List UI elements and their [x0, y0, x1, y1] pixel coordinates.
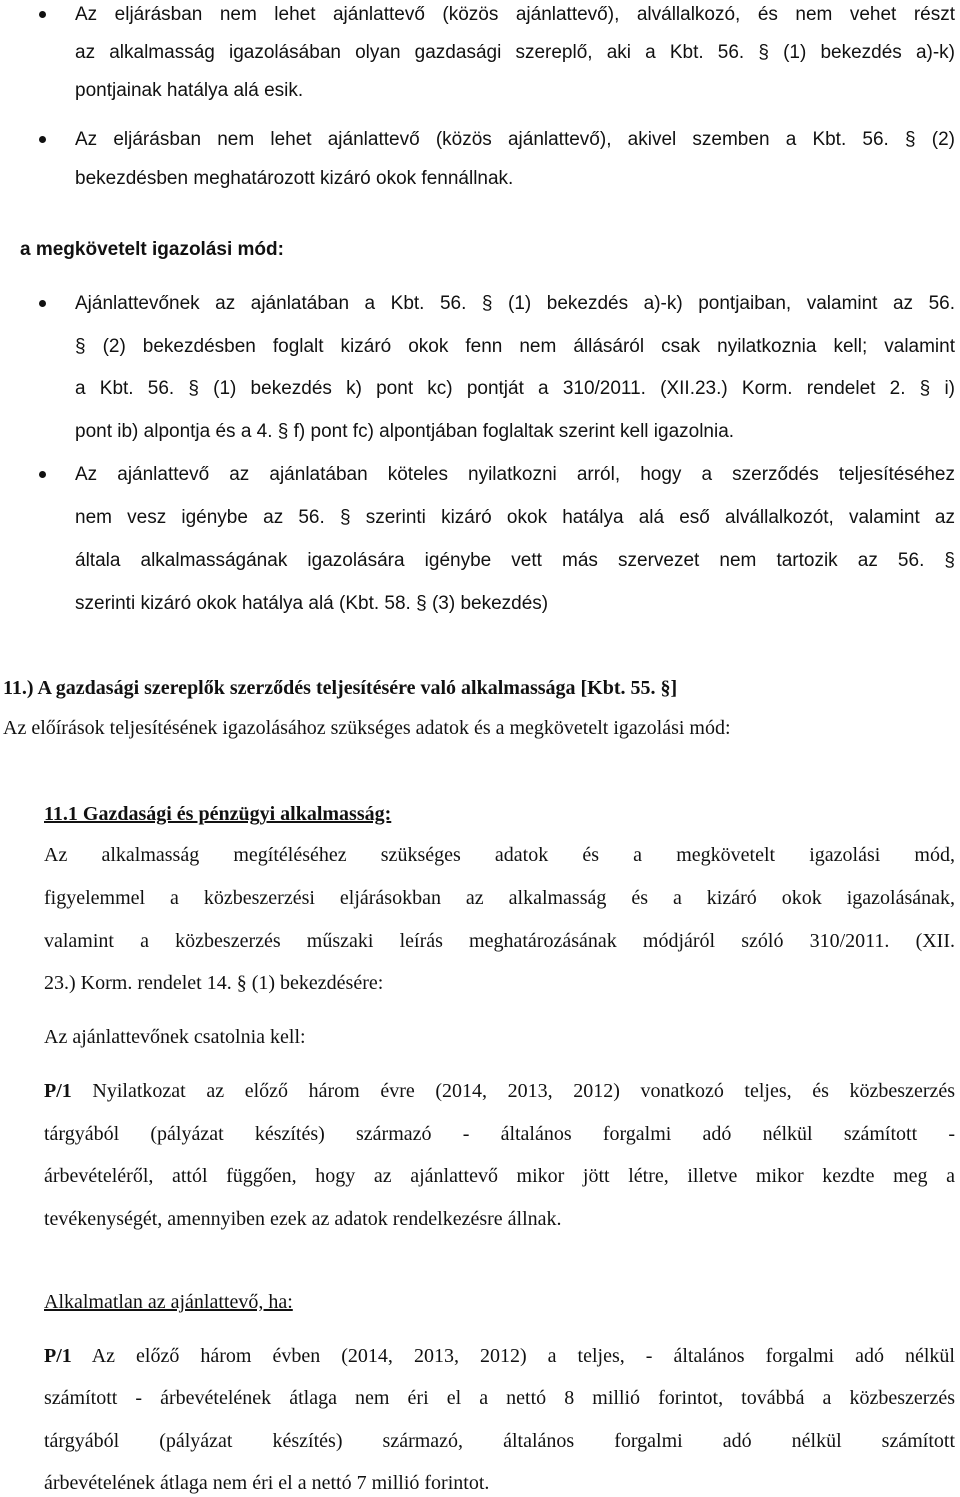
requirement-line: árbevételéről, attól függően, hogy az ajánlattevő mikor jött létre, illetve mikor kezdte meg a: [44, 1165, 955, 1187]
unfit-line: számított - árbevételének átlaga nem éri el a nettó 8 millió forintot, továbbá a közbeszerzés: [44, 1387, 955, 1409]
requirement-text: Nyilatkozat az előző három évre (2014, 2013, 2012) vonatkozó teljes, és közbeszerzés: [92, 1080, 956, 1102]
list-item-line: pontjainak hatálya alá esik.: [75, 80, 304, 101]
list-item-line: bekezdésben meghatározott kizáró okok fennállnak.: [75, 168, 514, 189]
section-11-title: 11.) A gazdasági szereplők szerződés teljesítésére való alkalmassága [Kbt. 55. §]: [3, 677, 678, 699]
list-item-line: Ajánlattevőnek az ajánlatában a Kbt. 56. § (1) bekezdés a)-k) pontjaiban, valamint az 56.: [75, 293, 955, 314]
paragraph-line: Az alkalmasság megítéléséhez szükséges adatok és a megkövetelt igazolási mód,: [44, 844, 955, 866]
verification-heading: a megkövetelt igazolási mód:: [20, 239, 284, 260]
list-item-line: általa alkalmasságának igazolására igénybe vett más szervezet nem tartozik az 56. §: [75, 550, 955, 571]
requirement-code: P/1: [44, 1080, 72, 1102]
must-attach-label: Az ajánlattevőnek csatolnia kell:: [44, 1026, 306, 1048]
unfit-p1-line: [44, 1344, 955, 1368]
list-item-line: Az eljárásban nem lehet ajánlattevő (közös ajánlattevő), alvállalkozó, és nem vehet részt: [75, 4, 955, 25]
section-11-intro: Az előírások teljesítésének igazolásához szükséges adatok és a megkövetelt igazolási mód:: [3, 717, 731, 739]
bullet-dot: [39, 11, 46, 18]
requirement-line: tárgyából (pályázat készítés) származó - általános forgalmi adó nélkül számított -: [44, 1123, 955, 1145]
list-item-line: § (2) bekezdésben foglalt kizáró okok fenn nem állásáról csak nyilatkoznia kell; valamint: [75, 336, 955, 357]
unfit-text: Az előző három évben (2014, 2013, 2012) a teljes, - általános forgalmi adó nélkül: [91, 1345, 955, 1367]
paragraph-line: figyelemmel a közbeszerzési eljárásokban az alkalmasság és a kizáró okok igazolásának,: [44, 887, 955, 909]
list-item-line: a Kbt. 56. § (1) bekezdés k) pont kc) pontját a 310/2011. (XII.23.) Korm. rendelet 2. § i): [75, 378, 955, 399]
unfit-line: tárgyából (pályázat készítés) származó, általános forgalmi adó nélkül számított: [44, 1430, 955, 1452]
paragraph-line: 23.) Korm. rendelet 14. § (1) bekezdésére:: [44, 972, 384, 994]
requirement-p1-line: [44, 1079, 955, 1103]
unfit-heading: Alkalmatlan az ajánlattevő, ha:: [44, 1291, 293, 1313]
unfit-code: P/1: [44, 1345, 72, 1367]
bullet-dot: [39, 300, 46, 307]
list-item-line: Az ajánlattevő az ajánlatában köteles nyilatkozni arról, hogy a szerződés teljesítéséhez: [75, 464, 955, 485]
list-item-line: az alkalmasság igazolásában olyan gazdasági szereplő, aki a Kbt. 56. § (1) bekezdés a)-k): [75, 42, 955, 63]
paragraph-line: valamint a közbeszerzés műszaki leírás meghatározásának módjáról szóló 310/2011. (XII.: [44, 930, 955, 952]
list-item-line: szerinti kizáró okok hatálya alá (Kbt. 58. § (3) bekezdés): [75, 593, 549, 614]
unfit-line: árbevételének átlaga nem éri el a nettó 7 millió forintot.: [44, 1472, 490, 1494]
list-item-line: pont ib) alpontja és a 4. § f) pont fc) alpontjában foglaltak szerint kell igazolnia.: [75, 421, 735, 442]
bullet-dot: [39, 136, 46, 143]
requirement-line: tevékenységét, amennyiben ezek az adatok rendelkezésre állnak.: [44, 1208, 562, 1230]
bullet-dot: [39, 471, 46, 478]
section-11-1-title: 11.1 Gazdasági és pénzügyi alkalmasság:: [44, 803, 392, 825]
list-item-line: Az eljárásban nem lehet ajánlattevő (közös ajánlattevő), akivel szemben a Kbt. 56. § (2): [75, 129, 955, 150]
list-item-line: nem vesz igénybe az 56. § szerinti kizáró okok hatálya alá eső alvállalkozót, valamint az: [75, 507, 955, 528]
